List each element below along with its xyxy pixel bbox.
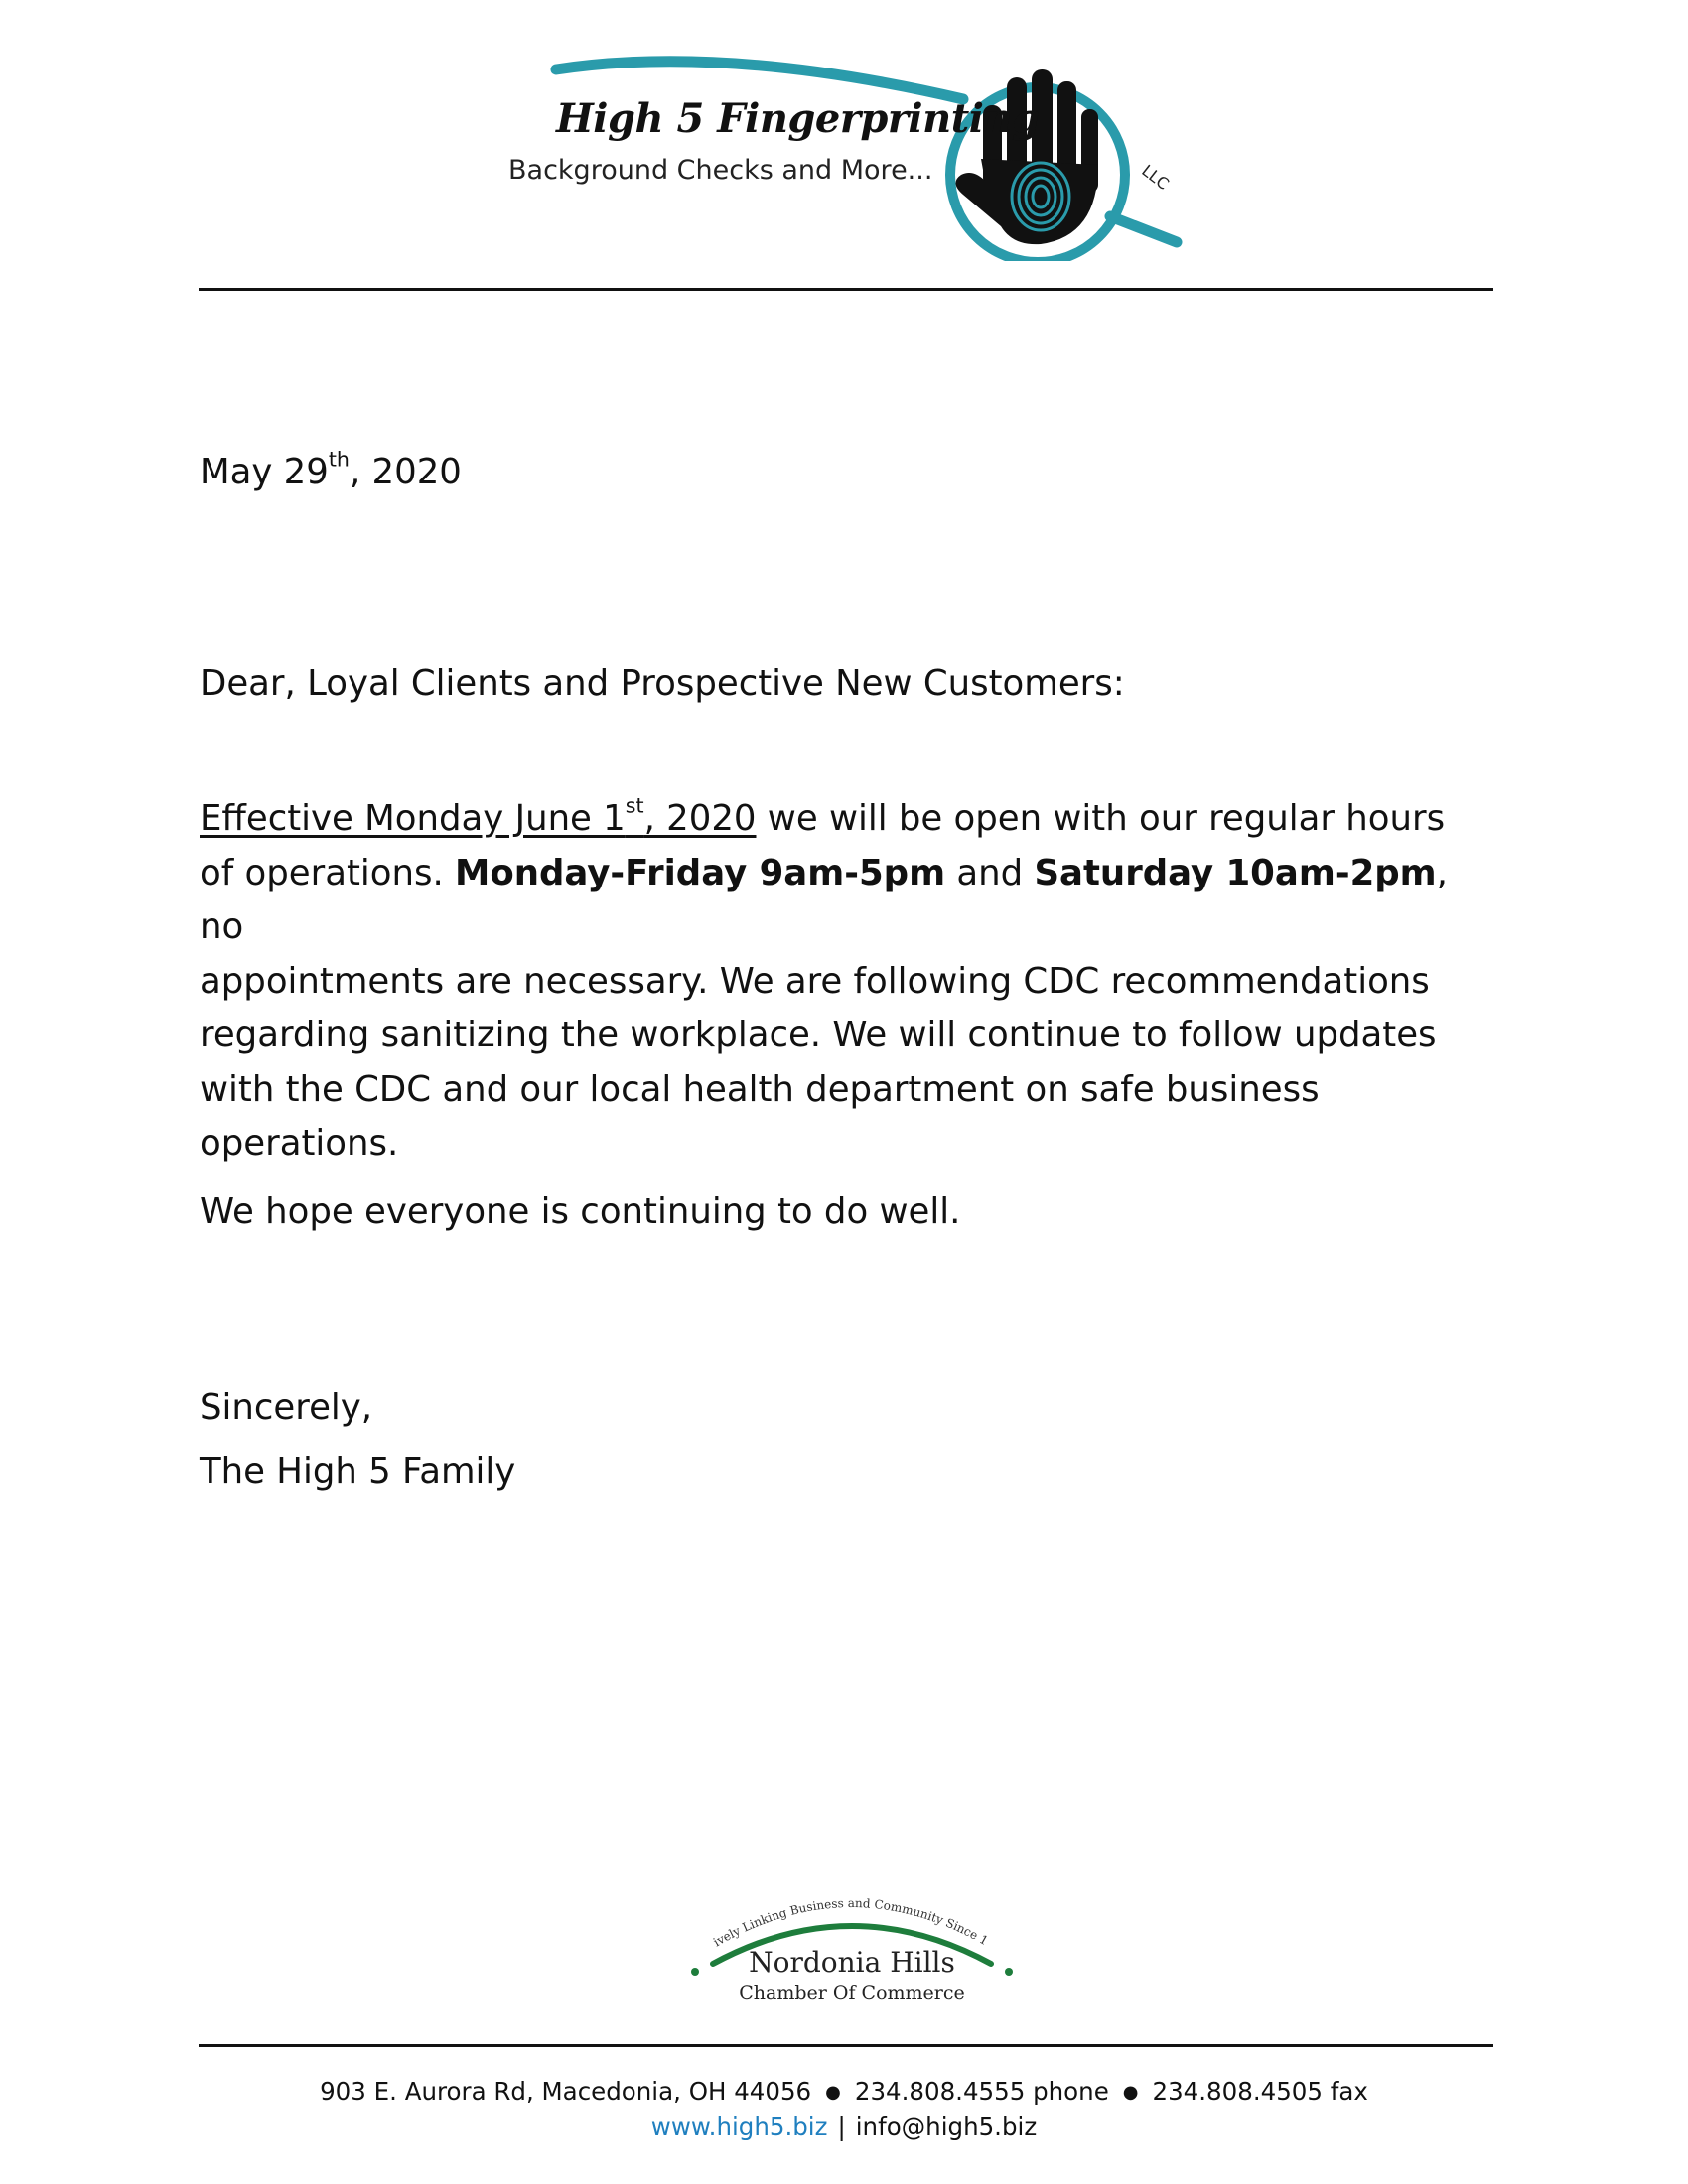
letter-hope-line: We hope everyone is continuing to do well. bbox=[200, 1191, 961, 1232]
paragraph-line-6: operations. bbox=[200, 1123, 399, 1163]
chamber-of-commerce-logo bbox=[683, 1876, 1021, 2035]
header-divider bbox=[199, 288, 1493, 291]
saturday-hours: Saturday 10am-2pm bbox=[1034, 852, 1437, 893]
bullet-icon: ● bbox=[825, 2082, 841, 2103]
letter-body-paragraph bbox=[200, 792, 1500, 1171]
footer-divider bbox=[199, 2044, 1493, 2047]
company-name: High 5 Fingerprinting bbox=[556, 95, 1040, 142]
letter-closing: Sincerely, bbox=[200, 1387, 373, 1428]
chamber-arc-text: ively Linking Business and Community Since 1 bbox=[710, 1895, 991, 1950]
chamber-subtitle: Chamber Of Commerce bbox=[739, 1982, 965, 2004]
letter-date: May 29th, 2020 bbox=[200, 447, 462, 492]
paragraph-line-1: Effective Monday June 1st, 2020 we will be open with our regular hours bbox=[200, 793, 1446, 839]
footer-separator: | bbox=[837, 2113, 846, 2141]
bullet-icon: ● bbox=[1122, 2082, 1139, 2103]
weekday-hours: Monday-Friday 9am-5pm bbox=[455, 852, 946, 893]
company-tagline: Background Checks and More... bbox=[508, 155, 933, 186]
company-logo bbox=[496, 48, 1192, 261]
paragraph-line-4: regarding sanitizing the workplace. We will continue to follow updates bbox=[200, 1015, 1437, 1055]
paragraph-line-3: appointments are necessary. We are following CDC recommendations bbox=[200, 960, 1430, 1002]
footer-address-line bbox=[0, 2077, 1688, 2106]
footer-phone: 234.808.4555 phone bbox=[854, 2077, 1109, 2106]
chamber-name: Nordonia Hills bbox=[749, 1946, 955, 1979]
letter-signature: The High 5 Family bbox=[200, 1451, 516, 1492]
footer-address: 903 E. Aurora Rd, Macedonia, OH 44056 bbox=[320, 2077, 812, 2106]
effective-date: Effective Monday June 1st, 2020 bbox=[200, 793, 757, 839]
footer-fax: 234.808.4505 fax bbox=[1152, 2077, 1368, 2106]
paragraph-line-2: of operations. Monday-Friday 9am-5pm and Saturday 10am-2pm, no bbox=[200, 852, 1448, 947]
letter-salutation: Dear, Loyal Clients and Prospective New Customers: bbox=[200, 663, 1125, 704]
paragraph-line-5: with the CDC and our local health department on safe business bbox=[200, 1068, 1320, 1110]
website-link[interactable]: www.high5.biz bbox=[650, 2113, 828, 2141]
footer-email[interactable]: info@high5.biz bbox=[855, 2113, 1038, 2141]
company-suffix: LLC bbox=[1138, 161, 1173, 194]
footer-contact-line bbox=[0, 2113, 1688, 2141]
